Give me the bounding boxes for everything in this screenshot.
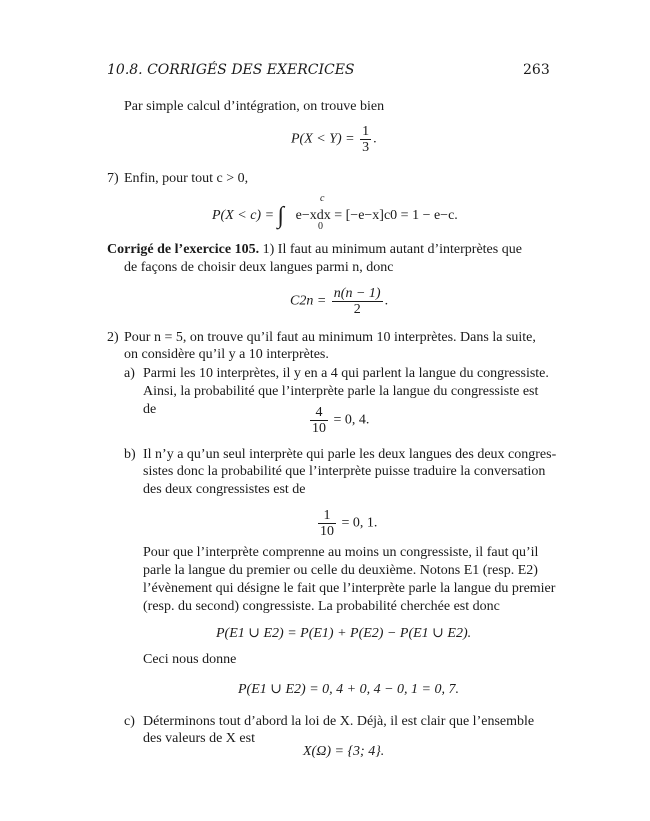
text-line: Pour n = 5, on trouve qu’il faut au minimum 10 interprètes. Dans la suite, xyxy=(124,330,536,345)
equation-rhs: = 0, 4. xyxy=(333,412,370,428)
equation-lhs: P(X < c) = xyxy=(212,208,275,223)
fraction xyxy=(318,508,336,539)
text-line: Il n’y a qu’un seul interprète qui parle les deux langues des deux congres- xyxy=(143,447,557,462)
item-label: b) xyxy=(124,447,136,462)
item-label: 2) xyxy=(107,330,119,345)
fraction-numerator: 1 xyxy=(318,508,336,524)
item-label: 7) xyxy=(107,171,119,186)
text-line: Pour que l’interprète comprenne au moins un congressiste, il faut qu’il xyxy=(143,545,539,560)
text-line: (resp. du second) congressiste. La probabilité cherchée est donc xyxy=(143,599,500,614)
text-line: Par simple calcul d’intégration, on trouve bien xyxy=(124,99,385,114)
exercise-title: Corrigé de l’exercice 105. xyxy=(107,242,260,257)
equation-block: P(E1 ∪ E2) = P(E1) + P(E2) − P(E1 ∪ E2). xyxy=(216,626,472,641)
fraction-numerator: 4 xyxy=(310,405,328,421)
running-header: 10.8. CORRIGÉS DES EXERCICES xyxy=(107,62,355,78)
item-label: c) xyxy=(124,714,135,729)
fraction-denominator: 2 xyxy=(353,302,361,317)
fraction-denominator: 3 xyxy=(362,140,370,155)
equation-block xyxy=(290,286,388,317)
equation-block: P(E1 ∪ E2) = 0, 4 + 0, 4 − 0, 1 = 0, 7. xyxy=(238,682,459,697)
equation-rhs: = 0, 1. xyxy=(341,515,378,531)
text-line: Enfin, pour tout c > 0, xyxy=(124,171,249,186)
fraction-numerator: n(n − 1) xyxy=(333,286,381,301)
fraction-denominator: 10 xyxy=(312,421,326,436)
integral-sign: ∫ xyxy=(277,203,285,229)
equation-block xyxy=(316,508,377,539)
equation-block xyxy=(291,124,377,155)
integral-lower-bound: 0 xyxy=(318,221,323,232)
equation-rhs: e−xdx = [−e−x]c0 = 1 − e−c. xyxy=(295,208,458,223)
equation-tail: . xyxy=(384,293,389,309)
integral-upper-bound: c xyxy=(320,193,325,204)
exercise-heading-line xyxy=(107,242,522,258)
page-number: 263 xyxy=(523,62,550,78)
equation-block xyxy=(308,405,369,436)
text-line: 1) Il faut au minimum autant d’interprètes que xyxy=(262,242,522,257)
fraction-numerator: 1 xyxy=(362,124,370,139)
text-line: l’évènement qui désigne le fait que l’interprète parle la langue du premier xyxy=(143,581,556,596)
fraction xyxy=(310,405,328,436)
text-line: Ainsi, la probabilité que l’interprète parle la langue du congressiste est xyxy=(143,384,539,399)
text-line: des deux congressistes est de xyxy=(143,482,306,497)
text-line: sistes donc la probabilité que l’interprète puisse traduire la conversation xyxy=(143,464,546,479)
text-line: Déterminons tout d’abord la loi de X. Déjà, il est clair que l’ensemble xyxy=(143,714,535,729)
text-line: de xyxy=(143,402,157,417)
item-label: a) xyxy=(124,366,135,381)
equation-lhs: P(X < Y) = xyxy=(291,131,355,147)
text-line: de façons de choisir deux langues parmi n, donc xyxy=(124,260,394,275)
text-line: Parmi les 10 interprètes, il y en a 4 qui parlent la langue du congressiste. xyxy=(143,366,549,381)
equation-tail: . xyxy=(373,131,377,147)
equation-block xyxy=(212,193,458,232)
fraction xyxy=(360,124,371,155)
equation-lhs: C2n = xyxy=(290,293,327,309)
text-line: on considère qu’il y a 10 interprètes. xyxy=(124,347,329,362)
text-line: Ceci nous donne xyxy=(143,652,237,667)
fraction-denominator: 10 xyxy=(320,524,334,539)
text-line: des valeurs de X est xyxy=(143,731,255,746)
equation-block: X(Ω) = {3; 4}. xyxy=(303,744,385,759)
fraction xyxy=(332,286,383,317)
text-line: parle la langue du premier ou celle du deuxième. Notons E1 (resp. E2) xyxy=(143,563,538,578)
